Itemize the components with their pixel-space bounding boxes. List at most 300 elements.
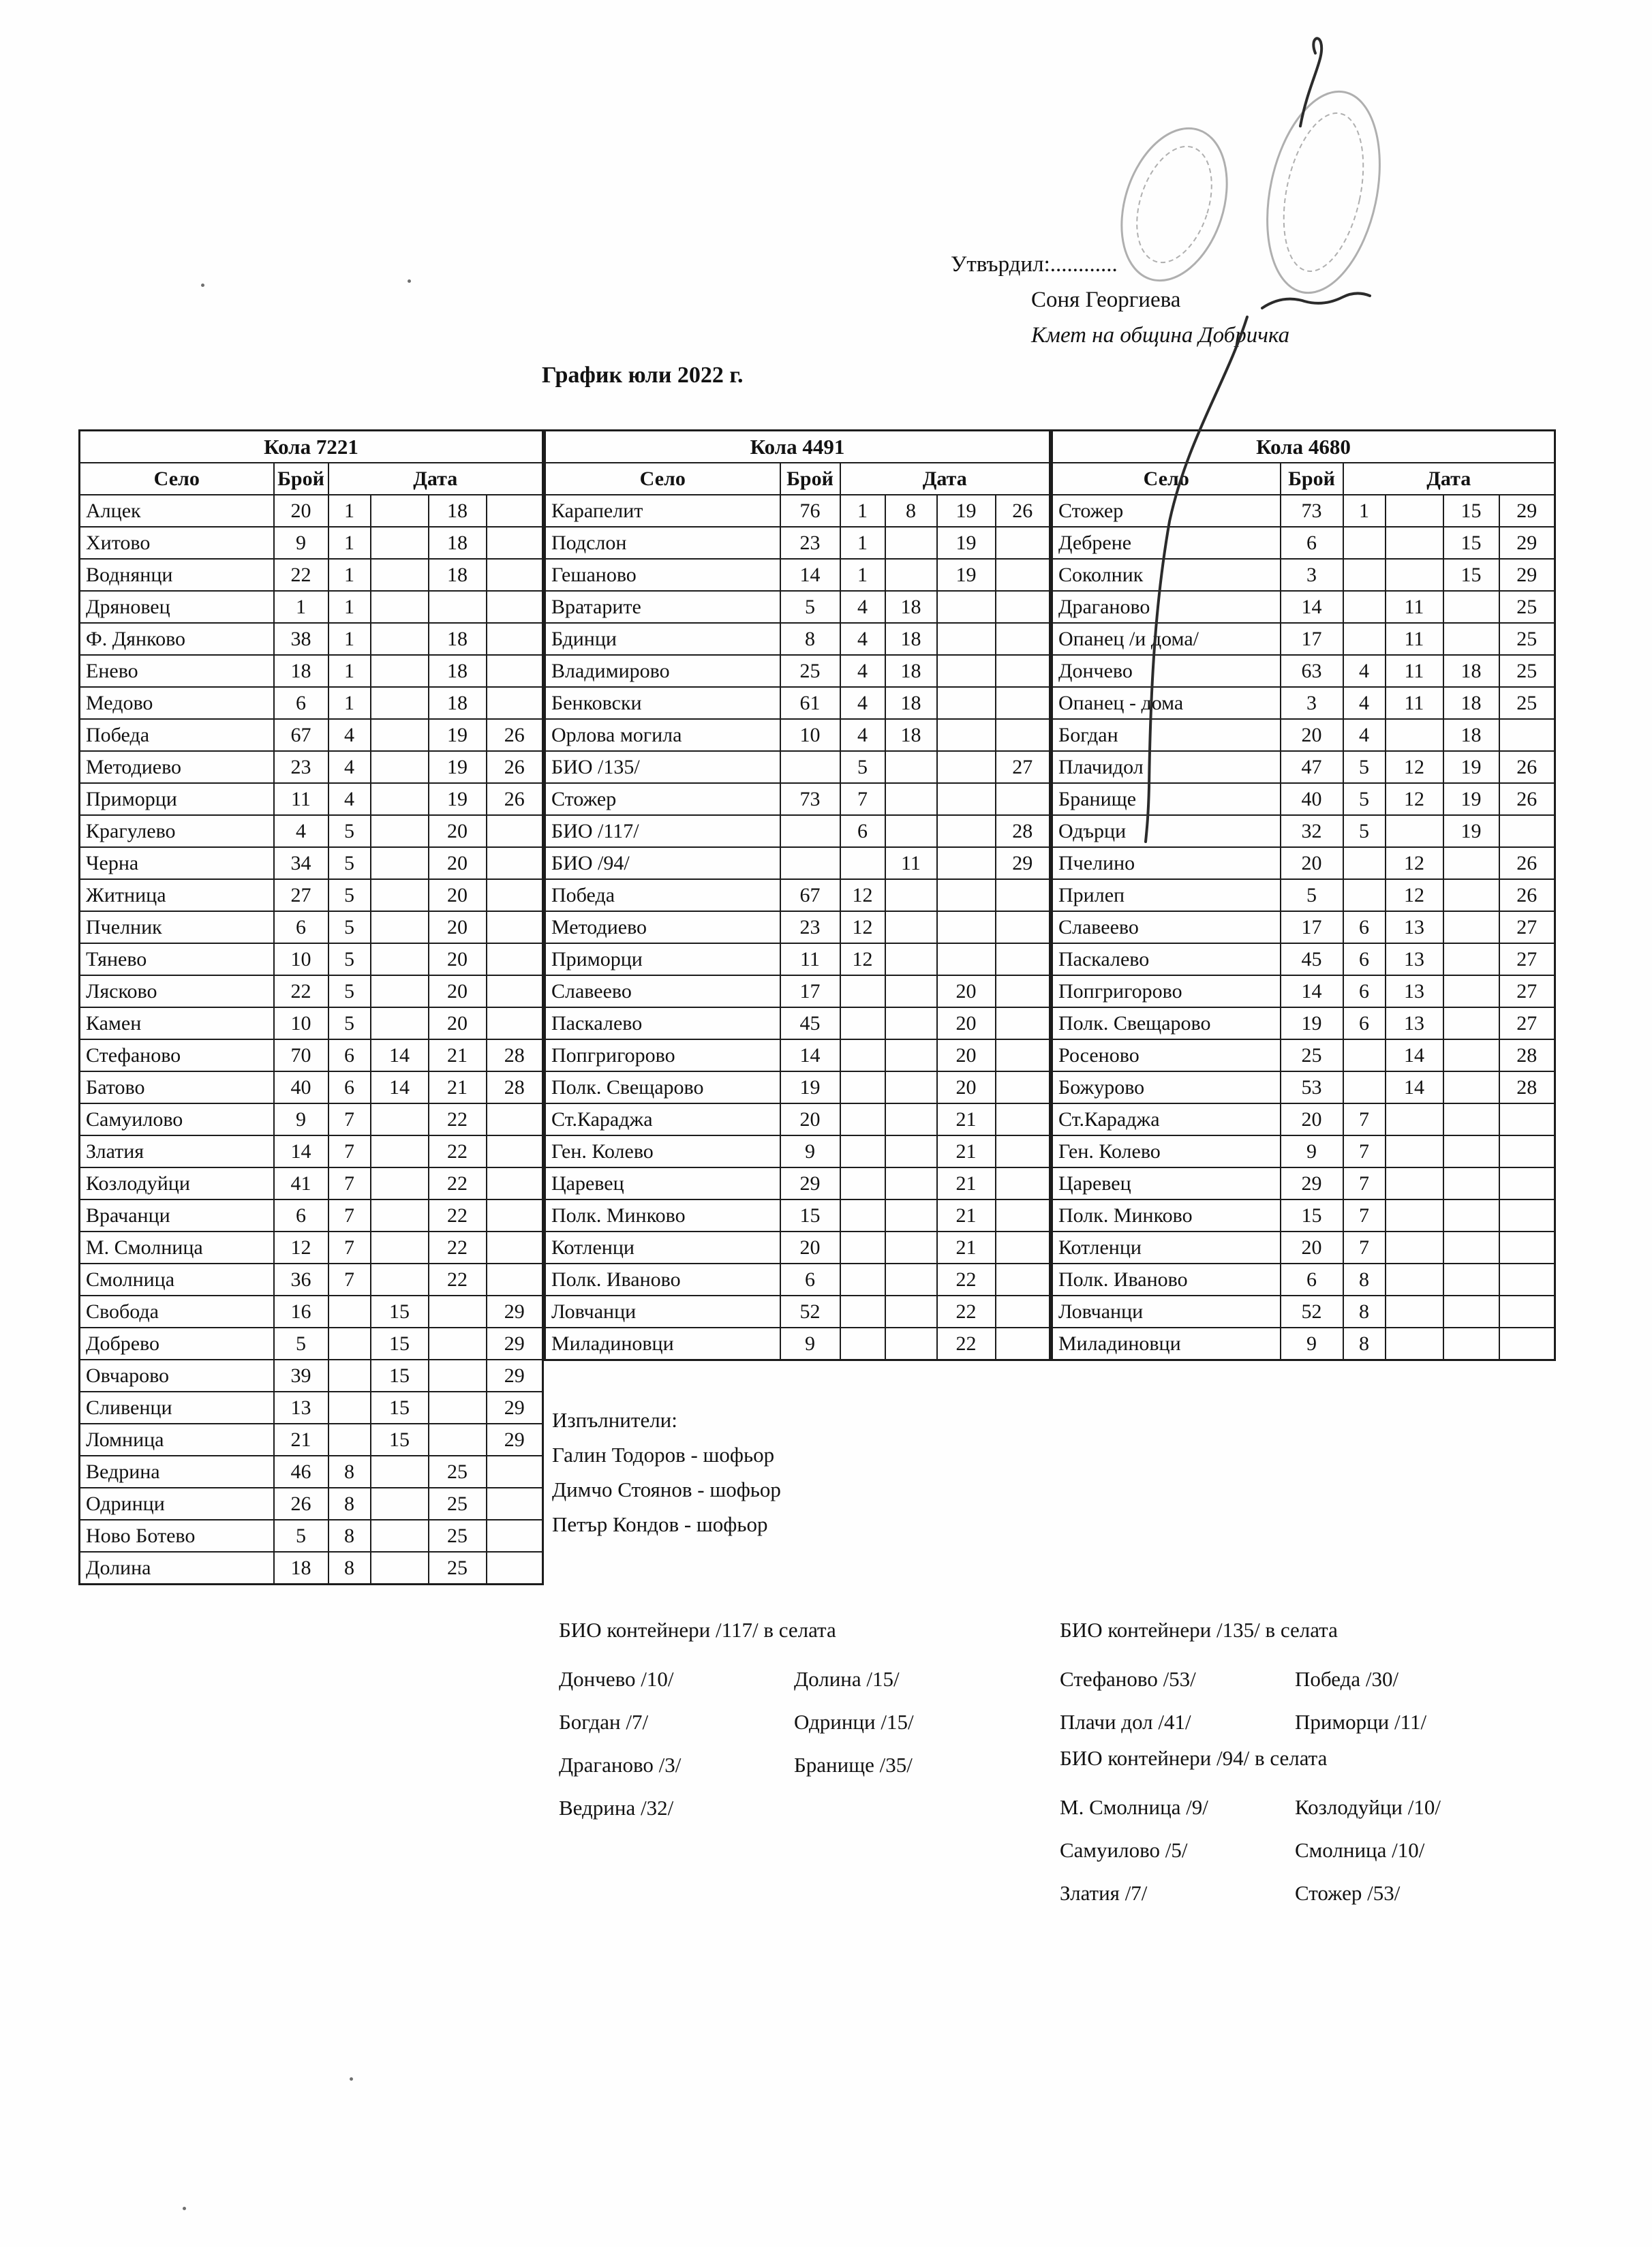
date-cell: 4: [840, 591, 885, 623]
list-item: Богдан /7/: [559, 1709, 649, 1734]
village-cell: Прилеп: [1052, 879, 1281, 911]
count-cell: 40: [1281, 783, 1343, 815]
table-row: [80, 1520, 543, 1552]
count-cell: 34: [274, 847, 328, 879]
date-cell: [371, 1456, 429, 1488]
car-table-4491: [544, 429, 1051, 1361]
village-cell: Бенковски: [545, 687, 780, 719]
date-cell: 26: [1499, 751, 1555, 783]
date-cell: [1443, 1296, 1499, 1328]
date-cell: [1386, 1135, 1443, 1167]
count-cell: 46: [274, 1456, 328, 1488]
scan-speck: [350, 2077, 353, 2081]
count-cell: 20: [780, 1232, 840, 1264]
col-header-date: Дата: [328, 463, 543, 495]
village-cell: Медово: [80, 687, 274, 719]
date-cell: [840, 975, 885, 1007]
count-cell: 39: [274, 1360, 328, 1392]
date-cell: [371, 623, 429, 655]
count-cell: 23: [780, 911, 840, 943]
count-cell: [780, 847, 840, 879]
date-cell: [371, 655, 429, 687]
date-cell: [1499, 1264, 1555, 1296]
table-row: [545, 1232, 1050, 1264]
date-cell: [1499, 719, 1555, 751]
date-cell: 7: [1343, 1199, 1386, 1232]
date-cell: [487, 559, 543, 591]
table-row: [80, 1039, 543, 1071]
date-cell: 25: [429, 1456, 487, 1488]
date-cell: [1386, 1264, 1443, 1296]
village-cell: Воднянци: [80, 559, 274, 591]
table-row: [80, 1167, 543, 1199]
count-cell: 67: [274, 719, 328, 751]
date-cell: [840, 1071, 885, 1103]
table-row: [1052, 655, 1555, 687]
date-cell: 15: [371, 1328, 429, 1360]
list-item: Самуилово /5/: [1060, 1837, 1188, 1862]
date-cell: [371, 847, 429, 879]
count-cell: 22: [274, 559, 328, 591]
count-cell: [780, 815, 840, 847]
date-cell: [328, 1360, 371, 1392]
col-header-village: Село: [1052, 463, 1281, 495]
table-row: [80, 1007, 543, 1039]
col-header-count: Брой: [1281, 463, 1343, 495]
count-cell: 73: [780, 783, 840, 815]
date-cell: [1499, 1167, 1555, 1199]
date-cell: 11: [1386, 687, 1443, 719]
date-cell: 12: [1386, 879, 1443, 911]
date-cell: [937, 879, 996, 911]
date-cell: 18: [885, 687, 937, 719]
date-cell: [1343, 527, 1386, 559]
date-cell: [1386, 495, 1443, 527]
date-cell: [937, 783, 996, 815]
village-cell: Стефаново: [80, 1039, 274, 1071]
count-cell: 14: [1281, 975, 1343, 1007]
table-row: [80, 687, 543, 719]
date-cell: [1386, 1167, 1443, 1199]
date-cell: [1443, 1135, 1499, 1167]
list-item: М. Смолница /9/: [1060, 1794, 1208, 1819]
date-cell: 20: [937, 1039, 996, 1071]
date-cell: 4: [840, 623, 885, 655]
count-cell: 17: [1281, 623, 1343, 655]
date-cell: [1343, 591, 1386, 623]
date-cell: 26: [487, 751, 543, 783]
date-cell: [885, 1167, 937, 1199]
date-cell: 26: [1499, 879, 1555, 911]
count-cell: 11: [274, 783, 328, 815]
date-cell: [487, 879, 543, 911]
date-cell: 15: [371, 1424, 429, 1456]
date-cell: [371, 1167, 429, 1199]
date-cell: 15: [1443, 559, 1499, 591]
date-cell: [1443, 1039, 1499, 1071]
date-cell: 4: [840, 687, 885, 719]
village-cell: Росеново: [1052, 1039, 1281, 1071]
village-cell: Черна: [80, 847, 274, 879]
date-cell: [371, 719, 429, 751]
village-cell: Славеево: [1052, 911, 1281, 943]
date-cell: [487, 975, 543, 1007]
date-cell: 13: [1386, 1007, 1443, 1039]
date-cell: 8: [328, 1488, 371, 1520]
count-cell: 23: [274, 751, 328, 783]
date-cell: 25: [429, 1552, 487, 1585]
date-cell: 21: [937, 1103, 996, 1135]
table-row: [1052, 1007, 1555, 1039]
date-cell: [937, 655, 996, 687]
table-row: [545, 1264, 1050, 1296]
bio-list-col2: [794, 1657, 1029, 1829]
list-item: Петър Кондов - шофьор: [552, 1512, 768, 1536]
village-cell: Соколник: [1052, 559, 1281, 591]
list-item: Козлодуйци /10/: [1295, 1794, 1441, 1819]
village-cell: Свобода: [80, 1296, 274, 1328]
date-cell: 20: [429, 815, 487, 847]
village-cell: Плачидол: [1052, 751, 1281, 783]
count-cell: 3: [1281, 687, 1343, 719]
date-cell: 8: [328, 1552, 371, 1585]
date-cell: 26: [487, 783, 543, 815]
table-row: [545, 687, 1050, 719]
table-row: [1052, 1296, 1555, 1328]
date-cell: [429, 1360, 487, 1392]
date-cell: [1443, 1167, 1499, 1199]
date-cell: [487, 1520, 543, 1552]
date-cell: [840, 1039, 885, 1071]
count-cell: 6: [1281, 527, 1343, 559]
date-cell: 20: [429, 943, 487, 975]
village-cell: М. Смолница: [80, 1232, 274, 1264]
bio-block-117: [559, 1608, 1029, 1829]
count-cell: 70: [274, 1039, 328, 1071]
list-item: Златия /7/: [1060, 1880, 1148, 1905]
village-cell: Карапелит: [545, 495, 780, 527]
date-cell: [487, 687, 543, 719]
date-cell: [328, 1328, 371, 1360]
date-cell: [371, 1552, 429, 1585]
date-cell: [371, 527, 429, 559]
table-row: [1052, 911, 1555, 943]
table-row: [1052, 1167, 1555, 1199]
table-row: [80, 751, 543, 783]
date-cell: 27: [1499, 943, 1555, 975]
count-cell: 36: [274, 1264, 328, 1296]
scan-speck: [408, 279, 411, 283]
date-cell: 29: [487, 1328, 543, 1360]
date-cell: 22: [937, 1328, 996, 1360]
date-cell: [937, 687, 996, 719]
date-cell: 27: [1499, 1007, 1555, 1039]
date-cell: [371, 1520, 429, 1552]
date-cell: 22: [429, 1167, 487, 1199]
village-cell: Паскалево: [545, 1007, 780, 1039]
table-row: [1052, 1328, 1555, 1360]
date-cell: 8: [1343, 1296, 1386, 1328]
date-cell: 15: [371, 1360, 429, 1392]
date-cell: [1499, 1328, 1555, 1360]
table-row: [80, 591, 543, 623]
date-cell: [996, 1328, 1050, 1360]
table-row: [80, 943, 543, 975]
date-cell: 26: [487, 719, 543, 751]
list-item: Стожер /53/: [1295, 1880, 1401, 1905]
count-cell: 18: [274, 1552, 328, 1585]
count-cell: 3: [1281, 559, 1343, 591]
village-cell: Приморци: [80, 783, 274, 815]
date-cell: 5: [328, 847, 371, 879]
date-cell: [1443, 943, 1499, 975]
date-cell: [840, 1103, 885, 1135]
village-cell: Одърци: [1052, 815, 1281, 847]
table-row: [80, 719, 543, 751]
date-cell: 1: [840, 559, 885, 591]
date-cell: [885, 815, 937, 847]
date-cell: 29: [487, 1424, 543, 1456]
count-cell: 61: [780, 687, 840, 719]
table-row: [1052, 783, 1555, 815]
date-cell: 5: [328, 1007, 371, 1039]
table-row: [1052, 559, 1555, 591]
date-cell: 5: [840, 751, 885, 783]
count-cell: 20: [780, 1103, 840, 1135]
date-cell: 7: [328, 1264, 371, 1296]
date-cell: 8: [328, 1456, 371, 1488]
date-cell: 12: [1386, 783, 1443, 815]
table-row: [1052, 943, 1555, 975]
count-cell: 5: [780, 591, 840, 623]
date-cell: 18: [429, 655, 487, 687]
date-cell: [996, 911, 1050, 943]
list-item: Ведрина /32/: [559, 1795, 674, 1820]
date-cell: [487, 1456, 543, 1488]
table-row: [80, 1456, 543, 1488]
date-cell: 1: [328, 623, 371, 655]
village-cell: Хитово: [80, 527, 274, 559]
list-item: Галин Тодоров - шофьор: [552, 1442, 775, 1467]
count-cell: 26: [274, 1488, 328, 1520]
date-cell: 18: [885, 655, 937, 687]
date-cell: [996, 719, 1050, 751]
date-cell: 8: [885, 495, 937, 527]
date-cell: [371, 1007, 429, 1039]
village-cell: Миладиновци: [1052, 1328, 1281, 1360]
count-cell: 32: [1281, 815, 1343, 847]
date-cell: [996, 975, 1050, 1007]
table-row: [1052, 1232, 1555, 1264]
date-cell: 28: [1499, 1039, 1555, 1071]
date-cell: [1343, 1071, 1386, 1103]
date-cell: [1443, 1103, 1499, 1135]
village-cell: Царевец: [545, 1167, 780, 1199]
date-cell: 15: [371, 1296, 429, 1328]
table-row: [80, 815, 543, 847]
date-cell: 13: [1386, 911, 1443, 943]
date-cell: 19: [937, 527, 996, 559]
date-cell: [429, 591, 487, 623]
village-cell: Енево: [80, 655, 274, 687]
date-cell: [996, 1071, 1050, 1103]
village-cell: Приморци: [545, 943, 780, 975]
village-cell: Самуилово: [80, 1103, 274, 1135]
date-cell: 25: [1499, 623, 1555, 655]
date-cell: 6: [328, 1071, 371, 1103]
table-row: [80, 783, 543, 815]
date-cell: [840, 1296, 885, 1328]
count-cell: 52: [780, 1296, 840, 1328]
date-cell: [996, 591, 1050, 623]
count-cell: 45: [1281, 943, 1343, 975]
date-cell: [840, 1232, 885, 1264]
count-cell: 5: [1281, 879, 1343, 911]
date-cell: 4: [328, 719, 371, 751]
count-cell: 6: [274, 687, 328, 719]
date-cell: 7: [328, 1199, 371, 1232]
date-cell: [1499, 815, 1555, 847]
count-cell: 29: [780, 1167, 840, 1199]
date-cell: 5: [1343, 751, 1386, 783]
date-cell: [996, 1039, 1050, 1071]
village-cell: Ловчанци: [545, 1296, 780, 1328]
table-row: [80, 495, 543, 527]
date-cell: [937, 943, 996, 975]
village-cell: Миладиновци: [545, 1328, 780, 1360]
date-cell: [487, 1007, 543, 1039]
village-cell: Драганово: [1052, 591, 1281, 623]
table-row: [545, 1039, 1050, 1071]
date-cell: 1: [328, 655, 371, 687]
date-cell: 20: [937, 975, 996, 1007]
count-cell: 67: [780, 879, 840, 911]
schedule-tables: [78, 429, 1556, 1585]
date-cell: [487, 1552, 543, 1585]
date-cell: [1443, 591, 1499, 623]
table-row: [80, 879, 543, 911]
village-cell: Житница: [80, 879, 274, 911]
date-cell: 1: [840, 495, 885, 527]
date-cell: 7: [1343, 1232, 1386, 1264]
table-row: [80, 1071, 543, 1103]
village-cell: Дебрене: [1052, 527, 1281, 559]
table-row: [80, 1103, 543, 1135]
date-cell: 25: [429, 1488, 487, 1520]
count-cell: 9: [274, 1103, 328, 1135]
date-cell: 5: [328, 975, 371, 1007]
table-row: [80, 1296, 543, 1328]
date-cell: 13: [1386, 943, 1443, 975]
date-cell: [1343, 847, 1386, 879]
date-cell: [1499, 1135, 1555, 1167]
date-cell: 7: [328, 1103, 371, 1135]
count-cell: 9: [780, 1135, 840, 1167]
table-row: [1052, 1135, 1555, 1167]
count-cell: [780, 751, 840, 783]
date-cell: 6: [840, 815, 885, 847]
village-cell: Гешаново: [545, 559, 780, 591]
car-title: Кола 4491: [545, 431, 1050, 463]
village-cell: Богдан: [1052, 719, 1281, 751]
date-cell: [840, 847, 885, 879]
date-cell: [371, 943, 429, 975]
col-header-count: Брой: [780, 463, 840, 495]
table-row: [545, 1167, 1050, 1199]
date-cell: 28: [996, 815, 1050, 847]
count-cell: 27: [274, 879, 328, 911]
table-row: [80, 655, 543, 687]
count-cell: 12: [274, 1232, 328, 1264]
date-cell: [1386, 815, 1443, 847]
scan-speck: [183, 2207, 186, 2210]
village-cell: Стожер: [1052, 495, 1281, 527]
bio-list-col1: [1060, 1657, 1295, 1743]
date-cell: [996, 527, 1050, 559]
date-cell: [371, 687, 429, 719]
date-cell: [371, 495, 429, 527]
bio-list-col1: [559, 1657, 794, 1829]
village-cell: Пчелино: [1052, 847, 1281, 879]
count-cell: 23: [780, 527, 840, 559]
village-cell: Царевец: [1052, 1167, 1281, 1199]
date-cell: 18: [429, 687, 487, 719]
list-item: Смолница /10/: [1295, 1837, 1425, 1862]
village-cell: Полк. Иваново: [1052, 1264, 1281, 1296]
village-cell: Овчарово: [80, 1360, 274, 1392]
table-row: [80, 623, 543, 655]
count-cell: 1: [274, 591, 328, 623]
count-cell: 25: [780, 655, 840, 687]
date-cell: [487, 1135, 543, 1167]
date-cell: 29: [487, 1360, 543, 1392]
table-body: [545, 495, 1050, 1360]
bio-list-col1: [1060, 1786, 1295, 1914]
count-cell: 14: [780, 559, 840, 591]
date-cell: [840, 1007, 885, 1039]
village-cell: Подслон: [545, 527, 780, 559]
date-cell: 6: [328, 1039, 371, 1071]
date-cell: 12: [840, 943, 885, 975]
village-cell: Опанец - дома: [1052, 687, 1281, 719]
village-cell: Бранище: [1052, 783, 1281, 815]
count-cell: 10: [274, 1007, 328, 1039]
date-cell: 18: [429, 495, 487, 527]
date-cell: [885, 975, 937, 1007]
list-item: Победа /30/: [1295, 1666, 1399, 1691]
date-cell: [487, 1103, 543, 1135]
count-cell: 29: [1281, 1167, 1343, 1199]
date-cell: 18: [1443, 719, 1499, 751]
table-row: [80, 1135, 543, 1167]
date-cell: 25: [1499, 591, 1555, 623]
table-row: [545, 655, 1050, 687]
date-cell: [840, 1199, 885, 1232]
date-cell: 22: [937, 1296, 996, 1328]
date-cell: [996, 879, 1050, 911]
date-cell: [937, 911, 996, 943]
date-cell: 6: [1343, 1007, 1386, 1039]
scan-speck: [201, 284, 204, 287]
date-cell: [885, 911, 937, 943]
date-cell: [1443, 1071, 1499, 1103]
date-cell: 18: [429, 623, 487, 655]
list-item: Стефаново /53/: [1060, 1666, 1196, 1691]
date-cell: 14: [1386, 1071, 1443, 1103]
village-cell: Козлодуйци: [80, 1167, 274, 1199]
date-cell: 14: [371, 1071, 429, 1103]
date-cell: [885, 1264, 937, 1296]
